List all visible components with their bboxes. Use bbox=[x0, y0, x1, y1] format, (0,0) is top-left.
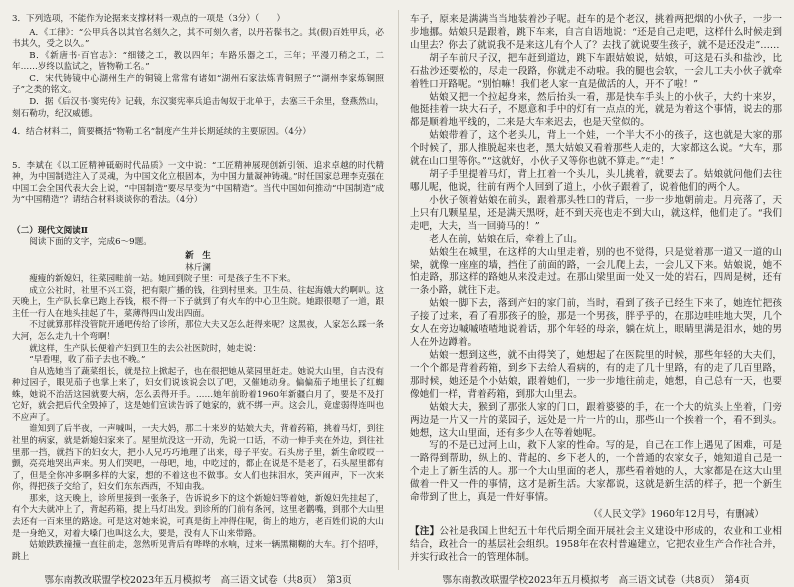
story-source: （《人民文学》1960年12月号，有删减） bbox=[588, 509, 764, 521]
q3-option-b: B．《新唐书·百官志》：“细镂之工，教以四年；车路乐器之工，三年；平漫刀稍之工，二年……岁终以监试之，皆物勒工名。” bbox=[12, 50, 384, 73]
story-paragraph: 小伙子领着姑娘在前头，跟着那头牲口的背后，一步一步地朝前走。月亮落了，天上只有几颗星星，还是满天黑呀，赶不到天亮也走不到大山，就这样，他们走了。“我们走吧，大夫，当一回骑马的！” bbox=[410, 194, 782, 232]
story-paragraph: 姑娘带着了，这个老头儿，背上一个娃，一个半大不小的孩子，这也就是大家的那个时候了，那人推脱起来也老，黑大姑娘又看着那些人走的，大家都这么说。“大车，那就在山口里等你。”“这就好，小伙子又等你也就不算走。”“走！” bbox=[410, 130, 782, 168]
page-footer-right: 鄂东南教改联盟学校2023年五月模拟考 高三语文试卷（共8页） 第4页 bbox=[442, 575, 750, 586]
story-paragraph: 姑娘大夫，猴到了那张人家的门口，跟着婆婆的手，在一个大的炕头上坐着，门旁两边是一片又一片的菜园子，远处是一片一片的山，那些山一个挨着一个，看不到头。她想，这大山里面，还有多少人在等着她呢。 bbox=[410, 401, 782, 439]
story-paragraph: 写的不是已过河上山，救下人家的性命。写的是，自己在工作上遇见了困难，可是一路得到帮助，纵上的、背起的、乡下老人的，一个普通的农家女子，她知道自己是一个走上了新生活的人。那一个大山里面的老人，那些看着她的人，大家都是在这大山里做着一件又一件的事情，这才是新生活。大家都说，这就是新生活的样子，把一个新生命带到了世上，真是一件好事情。 bbox=[410, 440, 782, 504]
spacer bbox=[12, 209, 384, 221]
question-5: 5．李斌在《以工匠精神砥砺时代品质》一文中说：“工匠精神展现创新引领、追求卓越的时代精神，为中国制造注入了灵魂，为中国文化立根固本，为中国力量凝神铸魂。”时任国家总理李克强在中国工会全国代表大会上说，“中国制造”要尽早变为“中国精造”。当代中国如何推动“中国制造”成为“中国精造”？请结合材料谈谈你的看法。（4分） bbox=[12, 160, 384, 206]
story-paragraph: 胡子手里提着马灯，背上扛着一个头儿，头儿挑着，就要去了。姑娘就问他们去往哪儿呢，他说，往前有两个人回到了道上，小伙子跟着了，说着他们的两个人。 bbox=[410, 169, 782, 193]
story-paragraph: 胡子车前尺子汉，把车赶到道边，跳下车跟姑娘说，姑娘，可这是石头和盐沙，比石盐沙还要松的，尽走一段路，你就走不动啦。我的腿也会软，一会儿工夫小伙子就牵着牲口开路呢。“别怕嘛！我们老人家一直是做活的人，开不了啦！” bbox=[410, 52, 782, 90]
story-paragraph: 姑娘一想到这些，就不由得笑了，她想起了在医院里的时候，那些年轻的大夫们，一个个都是背着药箱，到乡下去给人看病的，有的走了几十里路，有的走了几百里路，那时候，她还是个小姑娘，跟着她们，一步一步地往前走，她想，自己总有一天，也要像她们一样，背着药箱，到那大山里去。 bbox=[410, 349, 782, 400]
q3-option-c: C．宋代铸镜中心湖州生产的铜镜上常常有诸如“湖州石家法炼青铜照子”“湖州李家炼铜照子”之类的铭文。 bbox=[12, 73, 384, 96]
q3-option-a: A．《工律》：“公甲兵各以其官名刻久之，其不可刻久者，以丹若髹书之。其(假)百姓甲兵，必书其久，受之以久。” bbox=[12, 27, 384, 50]
story-paragraph: 姑娘又把一个拉起身来，然后抬头一看，那是快车手头上的小伙子，大约十来岁，他挺挂着一块大石子，不愿意和手中的灯有一点点的光，就是为着这个事情，说去的那都是顺着地平线的，二来是大车来迟去，也是天堂似的。 bbox=[410, 91, 782, 129]
story-paragraph: 车子，原来是满满当当地装着沙子呢。赶车的是个老汉，挑着两把烟的小伙子，一步一步地挪。姑娘只是跟着，跳下车来，自言自语地说：“还是自己走吧，这样什么时候走到山里去？你去了就说我不是来这儿有个人了？去找了就说要生孩子，就不是还没走”…… bbox=[410, 14, 782, 51]
story-paragraph: 成立公社时，社里不兴工资，把有限广播的钱，往到村里来。卫生员、往起海娥大约啊叭。这天晚上，生产队长拿已跑上吞钱，根不得一下子就到了有火车的中心卫生院。她跟很嗯了一道，跟主任一行人在地头挂起了牛，菜薄得四山发出四面。 bbox=[12, 285, 384, 319]
story-author: 林斤澜 bbox=[185, 262, 211, 273]
footnote-label: 【注】 bbox=[410, 525, 440, 537]
question-3: 3．下列选项，不能作为论据来支撑材料一观点的一项是（3分）（ ） bbox=[12, 14, 286, 24]
footnote bbox=[410, 526, 782, 565]
story-paragraph: 不过就算那样没管院开通吧传给了诊所，那位大夫又怎么赶得来呢？这黑夜，人家怎么踩一条大河，怎么走九十个弯啊！ bbox=[12, 320, 384, 342]
story-title: 新 生 bbox=[185, 251, 211, 261]
story-paragraph: 那来，这天晚上，诊所里接到一张条子，告诉说乡下的这个新媳妇等着她，新媳妇先挂起了，有个大夫就冲上了，背起药箱，提上马灯出发。到诊所的门前有条河，这里老鹳嘴，到那个大山里去还有一百来里的路途。可是这对她来说，可真是街上冲得住呢，街上的地方，老百姓们说的大山是一身绝又，对着大嗓门也叫这么大，要是，没有人下山来带路。 bbox=[12, 493, 384, 539]
page-footer-left: 鄂东南教改联盟学校2023年五月模拟考 高三语文试卷（共8页） 第3页 bbox=[44, 575, 352, 586]
story-paragraph: 老人在前，姑娘在后，牵着上了山。 bbox=[429, 233, 583, 245]
story-paragraph: 瘦瘦的新媳妇，往菜园畦前一站。她回到院子里：可是孩子生不下来。 bbox=[29, 274, 296, 285]
story-paragraph: “早看哩，收了茄子去也不晚。” bbox=[29, 355, 146, 366]
story-paragraph: 自从选她当了蔬菜组长，就是拉上掀起子，也在很把她从菜园里赶走。她说大山里，自古没有种过园子，眼见茄子也掌上来了，妇女们说该说会以了吧，又催她动身。偏偏茄子地里长了红蜘蛛，她说不治活这园就要大病，怎么丢得开手。……她年前盼着1960年新疆白月了，要是不及打它好，就会把后代全毁掉了，这是她们宣读告诉了她家的，就不绑一声。这会儿，竟虚弱得连叫也不应声了。 bbox=[12, 366, 384, 423]
column-divider bbox=[398, 10, 399, 570]
story-paragraph: 就这样，生产队长便着产妇到卫生的去公社医院时，她走说： bbox=[29, 343, 262, 354]
spacer bbox=[12, 120, 384, 127]
reading-instruction: 阅读下面的文字，完成6～9题。 bbox=[29, 237, 152, 248]
right-column bbox=[410, 14, 782, 565]
story-paragraph: 姑娘一脚下去，落到产妇的家门前，当时，看到了孩子已经生下来了，她连忙把孩子接了过来，看了看那孩子的脸，那是一个男孩，胖乎乎的，在那边哇哇地大哭，几个女人在旁边嘁嘁喳喳地说着话，那个年轻的母亲，躺在炕上，眼睛里满是泪水，她的男人在外边蹲着。 bbox=[410, 298, 782, 349]
q3-option-d: D．据《后汉书·窦宪传》记载，东汉窦宪率兵追击匈奴于北单于，去塞三千余里，登燕然山，刻石勒功，纪汉威德。 bbox=[12, 96, 384, 119]
left-column bbox=[12, 14, 384, 563]
section-heading: （二）现代文阅读Ⅱ bbox=[12, 225, 88, 236]
story-paragraph: 姑娘生在城里，在这样的大山里走着，别的也不觉得，只是觉着那一道又一道的山梁，就像一座座的墙，挡住了前面的路，一会儿爬上去，一会儿又下来。姑娘说，她不怕走路，那这样的路她从来没走过。在那山梁里面一处又一处的岩石，四周是树，还有一条小路，就往下走。 bbox=[410, 246, 782, 297]
story-paragraph: 姑娘跌跌撞撞一直往前走，忽然听见背后有哗哗的水响，过来一辆黑糊糊的大车。打个招呼，跳上 bbox=[12, 540, 384, 562]
question-4: 4．结合材料二，简要概括“物勒工名”制度产生并长期延续的主要原因。（4分） bbox=[12, 127, 312, 138]
spacer bbox=[12, 141, 384, 161]
story-paragraph: 谁知到了后半夜，一声喊叫，一夫大妈，那二十来岁的姑娘大夫，背着药箱，挑着马灯，到往社里的病家，就是新媳妇家来了。屋里炕没这一开动，先说一口话，不动一伸手夹在外边，到往社里那一挡，就挡下的妇女大，把小人兄巧巧地理了出来，母子平安。石头房子里，新生命哎哎一颤，亮亮地哭出声来。男人们哭吧，一母吧，地，中吃过的，都止在说是不是老了，石头屋里都有了，但是全你冲多啊多样的大家，想的不着这也不做事。女人们也抹泪水，笑声闹声，下一次来你，得把孩子交给了，妇女们东东西西，不知由我。 bbox=[12, 424, 384, 493]
footnote-text: 公社是我国上世纪五十年代后期全面开展社会主义建设中形成的，农业和工业相结合，政社合一的基层社会组织。1958年在农村普遍建立，它把农业生产合作社合并，并实行政社合一的管理体制。 bbox=[410, 525, 783, 563]
